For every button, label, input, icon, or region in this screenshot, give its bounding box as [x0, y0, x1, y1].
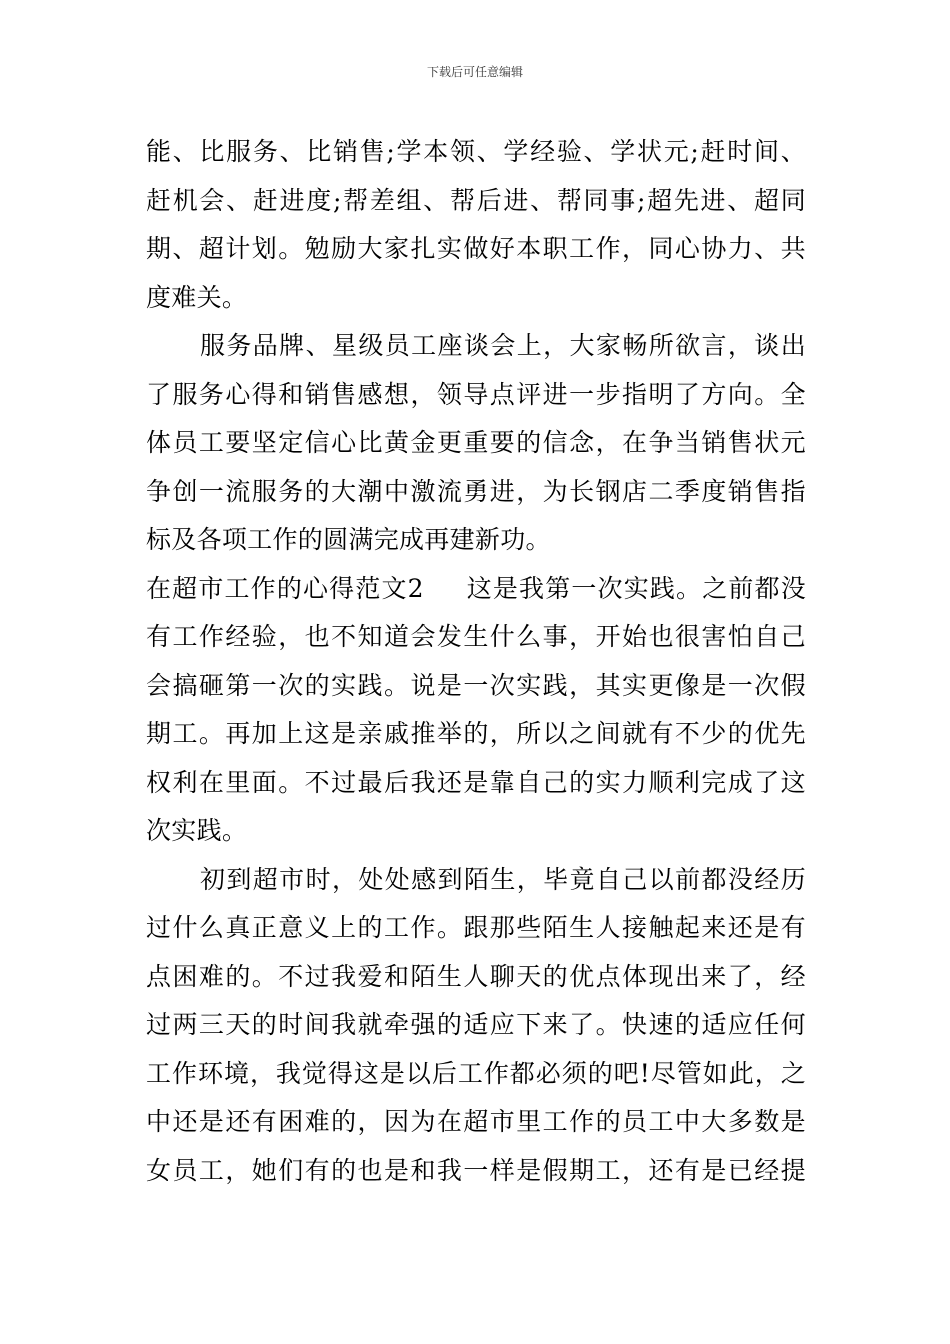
- text-line: 体员工要坚定信心比黄金更重要的信念，在争当销售状元: [146, 428, 806, 457]
- text-line: 争创一流服务的大潮中激流勇进，为长钢店二季度销售指: [146, 476, 806, 506]
- document-body: [146, 128, 806, 1195]
- paragraph-1: [146, 128, 806, 322]
- text-line: 中还是还有困难的，因为在超市里工作的员工中大多数是: [146, 1107, 806, 1136]
- page-header: 下载后可任意编辑: [426, 65, 523, 79]
- text-line: 过什么真正意义上的工作。跟那些陌生人接触起来还是有: [146, 913, 806, 942]
- text-run: 这是我第一次实践。之前都没: [465, 573, 806, 603]
- text-line: 会搞砸第一次的实践。说是一次实践，其实更像是一次假: [146, 670, 806, 700]
- text-line: 次实践。: [146, 816, 248, 845]
- text-line: 度难关。: [146, 282, 248, 312]
- text-line: 女员工，她们有的也是和我一样是假期工，还有是已经提: [146, 1155, 806, 1185]
- text-line: 权利在里面。不过最后我还是靠自己的实力顺利完成了这: [146, 767, 806, 797]
- text-line: 工作环境，我觉得这是以后工作都必须的吧!尽管如此，之: [146, 1058, 806, 1088]
- text-line: 赶机会、赶进度;帮差组、帮后进、帮同事;超先进、超同: [146, 185, 806, 215]
- text-line: 过两三天的时间我就牵强的适应下来了。快速的适应任何: [146, 1010, 806, 1039]
- section-title-line: [146, 565, 806, 614]
- paragraph-4: [146, 856, 806, 1196]
- text-line: 初到超市时，处处感到陌生，毕竟自己以前都没经历: [200, 864, 806, 894]
- text-line: 能、比服务、比销售;学本领、学经验、学状元;赶时间、: [146, 137, 806, 166]
- text-line: 了服务心得和销售感想，领导点评进一步指明了方向。全: [146, 379, 806, 409]
- text-line: 服务品牌、星级员工座谈会上，大家畅所欲言，谈出: [200, 331, 806, 360]
- text-line: 期、超计划。勉励大家扎实做好本职工作，同心协力、共: [146, 234, 806, 263]
- text-line: 点困难的。不过我爱和陌生人聊天的优点体现出来了，经: [146, 961, 806, 991]
- text-line: 标及各项工作的圆满完成再建新功。: [146, 525, 551, 554]
- paragraph-3: [146, 565, 806, 856]
- text-line: 有工作经验，也不知道会发生什么事，开始也很害怕自己: [146, 622, 806, 651]
- section-title: 在超市工作的心得范文2: [146, 573, 424, 603]
- text-line: 期工。再加上这是亲戚推举的，所以之间就有不少的优先: [146, 719, 806, 748]
- paragraph-2: [146, 322, 806, 565]
